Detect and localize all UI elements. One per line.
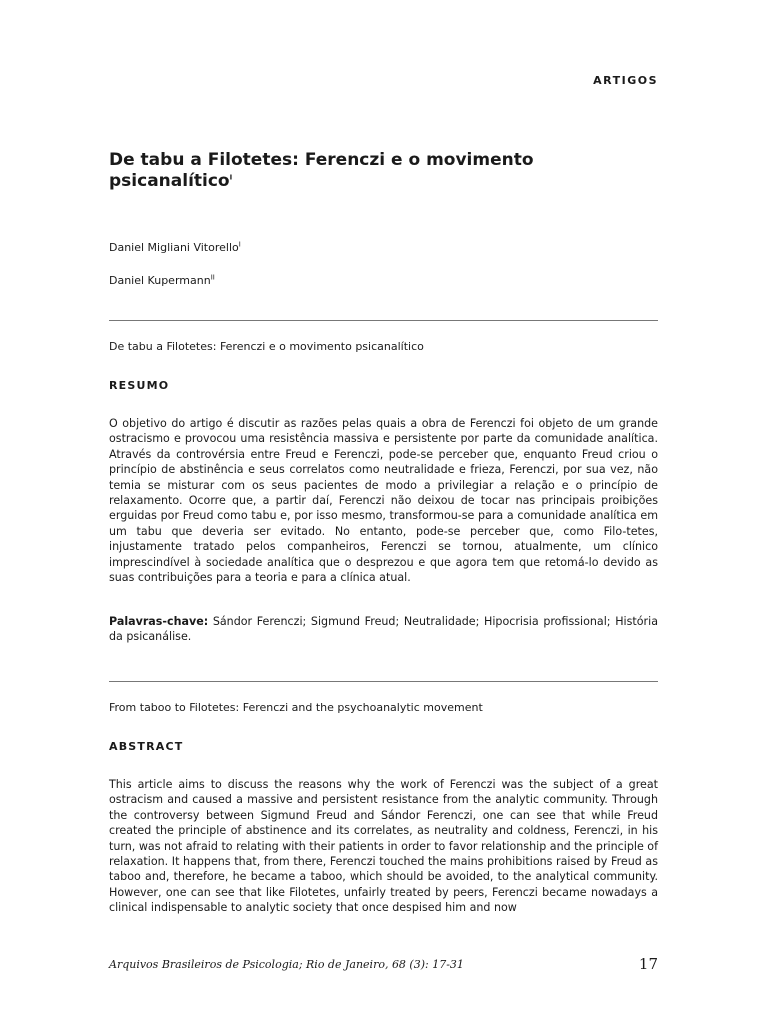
author-2: [109, 274, 215, 287]
keywords-list: Sándor Ferenczi; Sigmund Freud; Neutralidade; Hipocrisia profissional; História da psicanálise.: [109, 615, 658, 644]
divider-top: [109, 320, 658, 321]
journal-citation: Arquivos Brasileiros de Psicologia; Rio de Janeiro, 68 (3): 17-31: [109, 958, 464, 971]
author-2-name: Daniel Kupermann: [109, 274, 211, 287]
title-footnote-marker[interactable]: I: [229, 173, 233, 182]
divider-middle: [109, 681, 658, 682]
author-1-footnote-marker[interactable]: I: [238, 240, 241, 249]
author-1-name: Daniel Migliani Vitorello: [109, 241, 239, 254]
keywords-label: Palavras-chave:: [109, 615, 209, 628]
resumo-body: O objetivo do artigo é discutir as razões pelas quais a obra de Ferenczi foi objeto de um grande ostracismo e provocou uma resistência massiva e persistente por parte da comunidade analítica. Através da controvérsia entre Freud e Ferenczi, pode-se perceber que, enquanto Freud criou o princípio de abstinência e seus correlatos como neutralidade e frieza, Ferenczi, por sua vez, não temia se misturar com os seus pacientes de modo a privilegiar a relação e o princípio de relaxamento. Ocorre que, a partir daí, Ferenczi não deixou de tocar nas principais proibições erguidas por Freud como tabu e, por isso mesmo, transformou-se para a comunidade analítica em um tabu que deveria ser evitado. No entanto, pode-se perceber que, como Filo-tetes, injustamente tratado pelos companheiros, Ferenczi se tornou, atualmente, um clínico imprescindível à sociedade analítica que o desprezou e que agora tem que retomá-lo devido as suas contribuições para a teoria e para a clínica atual.: [109, 417, 658, 585]
author-1: [109, 241, 241, 254]
abstract-heading: ABSTRACT: [109, 740, 184, 753]
en-subtitle: From taboo to Filotetes: Ferenczi and the psychoanalytic movement: [109, 701, 483, 714]
section-label: ARTIGOS: [593, 74, 658, 87]
resumo-heading: RESUMO: [109, 379, 170, 392]
author-2-footnote-marker[interactable]: II: [210, 273, 215, 282]
pt-subtitle: De tabu a Filotetes: Ferenczi e o movimento psicanalítico: [109, 340, 424, 353]
page-number: 17: [638, 955, 658, 973]
abstract-body: This article aims to discuss the reasons why the work of Ferenczi was the subject of a great ostracism and caused a massive and persistent resistance from the analytic community. Through the controversy between Sigmund Freud and Sándor Ferenczi, one can see that while Freud created the principle of abstinence and its correlates, as neutrality and coldness, Ferenczi, in his turn, was not afraid to relating with their patients in order to favor relationship and the principle of relaxation. It happens that, from there, Ferenczi touched the mains prohibitions raised by Freud as taboo and, therefore, he became a taboo, which should be avoided, to the analytical community. However, one can see that like Filotetes, unfairly treated by peers, Ferenczi became nowadays a clinical indispensable to analytic society that once despised him and now: [109, 778, 658, 915]
article-title: [109, 150, 629, 192]
article-title-text: De tabu a Filotetes: Ferenczi e o movimento psicanalítico: [109, 150, 534, 191]
keywords: [109, 614, 658, 645]
